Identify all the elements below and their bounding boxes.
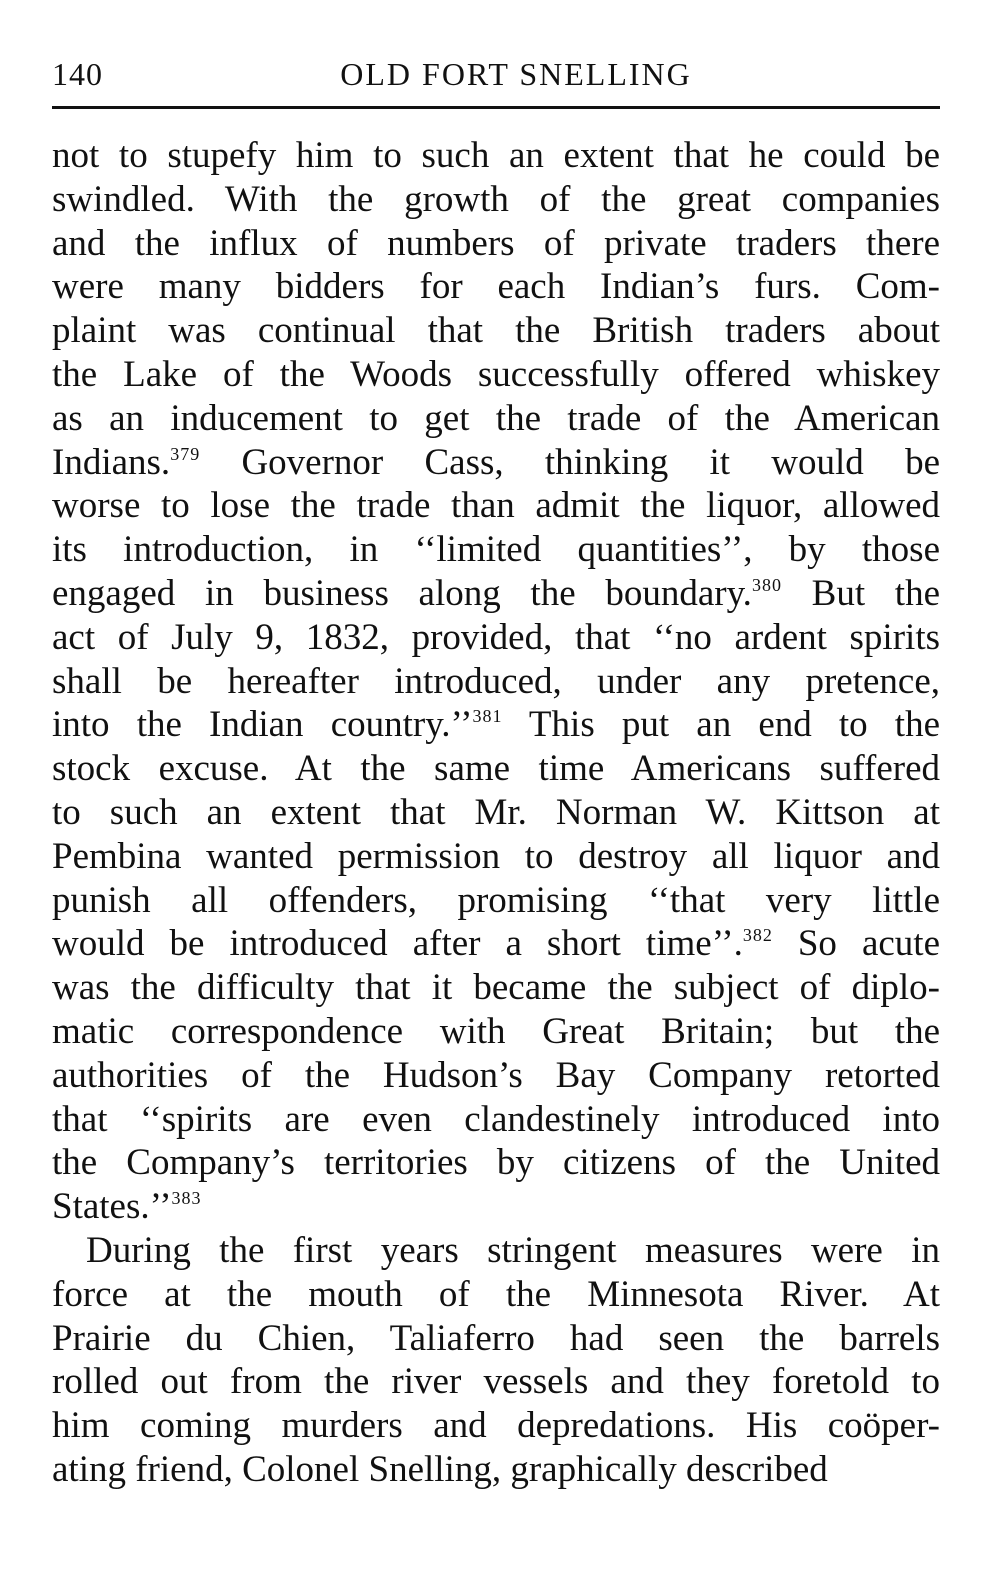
text-line <box>52 178 940 222</box>
text-line <box>52 222 940 266</box>
line-text: as an inducement to get the trade of the American <box>52 397 940 439</box>
text-line <box>52 528 940 572</box>
page-number: 140 <box>52 56 103 92</box>
line-text: was the difficulty that it became the subject of diplo- <box>52 967 940 1009</box>
line-text: stock excuse. At the same time Americans suffered <box>52 748 940 790</box>
footnote-marker: 379 <box>170 443 201 464</box>
text-line <box>52 1010 940 1054</box>
line-text: to such an extent that Mr. Norman W. Kittson at <box>52 791 940 833</box>
line-text: the Company’s territories by citizens of the United <box>52 1142 940 1184</box>
text-line <box>52 660 940 704</box>
line-text: ating friend, Colonel Snelling, graphically described <box>52 1448 828 1490</box>
text-line <box>52 1054 940 1098</box>
text-line <box>52 353 940 397</box>
line-text: During the first years stringent measures were in <box>86 1229 940 1271</box>
text-line <box>52 747 940 791</box>
line-text: that ‘‘spirits are even clandestinely introduced into <box>52 1098 940 1140</box>
page-header <box>52 50 940 109</box>
text-line <box>52 1404 940 1448</box>
line-text: shall be hereafter introduced, under any pretence, <box>52 660 940 702</box>
text-line <box>52 1360 940 1404</box>
text-line <box>52 1098 940 1142</box>
footnote-marker: 382 <box>742 925 773 946</box>
line-text: would be introduced after a short time’’. <box>52 923 743 965</box>
paragraph <box>52 1229 940 1492</box>
line-text: Indians. <box>52 441 171 483</box>
text-line <box>52 441 940 485</box>
line-text-continued: This put an end to the <box>502 704 940 746</box>
line-text: were many bidders for each Indian’s furs. Com- <box>52 266 940 308</box>
text-line <box>52 835 940 879</box>
text-line <box>52 265 940 309</box>
text-line <box>52 791 940 835</box>
body-text <box>52 134 940 1492</box>
line-text: matic correspondence with Great Britain; but the <box>52 1010 940 1052</box>
paragraph <box>52 134 940 1229</box>
text-line <box>52 616 940 660</box>
line-text: into the Indian country.’’ <box>52 704 473 746</box>
line-text: the Lake of the Woods successfully offered whiskey <box>52 353 940 395</box>
footnote-marker: 380 <box>751 574 782 595</box>
text-line <box>52 1317 940 1361</box>
text-line <box>52 484 940 528</box>
line-text: its introduction, in ‘‘limited quantities’’, by those <box>52 529 940 571</box>
line-text: States.’’ <box>52 1186 172 1228</box>
line-text: engaged in business along the boundary. <box>52 572 752 614</box>
text-line <box>52 879 940 923</box>
text-line <box>52 397 940 441</box>
text-line <box>52 572 940 616</box>
running-title: OLD FORT SNELLING <box>340 56 692 92</box>
line-text: him coming murders and depredations. His coöper- <box>52 1405 940 1447</box>
line-text: worse to lose the trade than admit the liquor, allowed <box>52 485 940 527</box>
text-line <box>52 966 940 1010</box>
text-line <box>52 1141 940 1185</box>
text-line <box>52 309 940 353</box>
footnote-marker: 383 <box>171 1188 202 1209</box>
line-text: punish all offenders, promising ‘‘that very little <box>52 879 940 921</box>
text-line <box>52 703 940 747</box>
line-text: Prairie du Chien, Taliaferro had seen the barrels <box>52 1317 940 1359</box>
text-line <box>52 1273 940 1317</box>
line-text: not to stupefy him to such an extent that he could be <box>52 135 940 176</box>
line-text: and the influx of numbers of private traders there <box>52 222 940 264</box>
footnote-marker: 381 <box>472 706 503 727</box>
text-line <box>52 1448 940 1492</box>
line-text: authorities of the Hudson’s Bay Company retorted <box>52 1054 940 1096</box>
line-text-continued: Governor Cass, thinking it would be <box>200 441 940 483</box>
text-line <box>52 922 940 966</box>
text-line <box>52 134 940 178</box>
line-text: act of July 9, 1832, provided, that ‘‘no ardent spirits <box>52 616 940 658</box>
text-line <box>52 1185 940 1229</box>
line-text-continued: So acute <box>772 923 940 965</box>
line-text: rolled out from the river vessels and they foretold to <box>52 1361 940 1403</box>
line-text: plaint was continual that the British traders about <box>52 310 940 352</box>
line-text: force at the mouth of the Minnesota River. At <box>52 1273 940 1315</box>
text-line <box>52 1229 940 1273</box>
line-text: swindled. With the growth of the great companies <box>52 178 940 220</box>
line-text: Pembina wanted permission to destroy all liquor and <box>52 835 940 877</box>
line-text-continued: But the <box>781 572 940 614</box>
